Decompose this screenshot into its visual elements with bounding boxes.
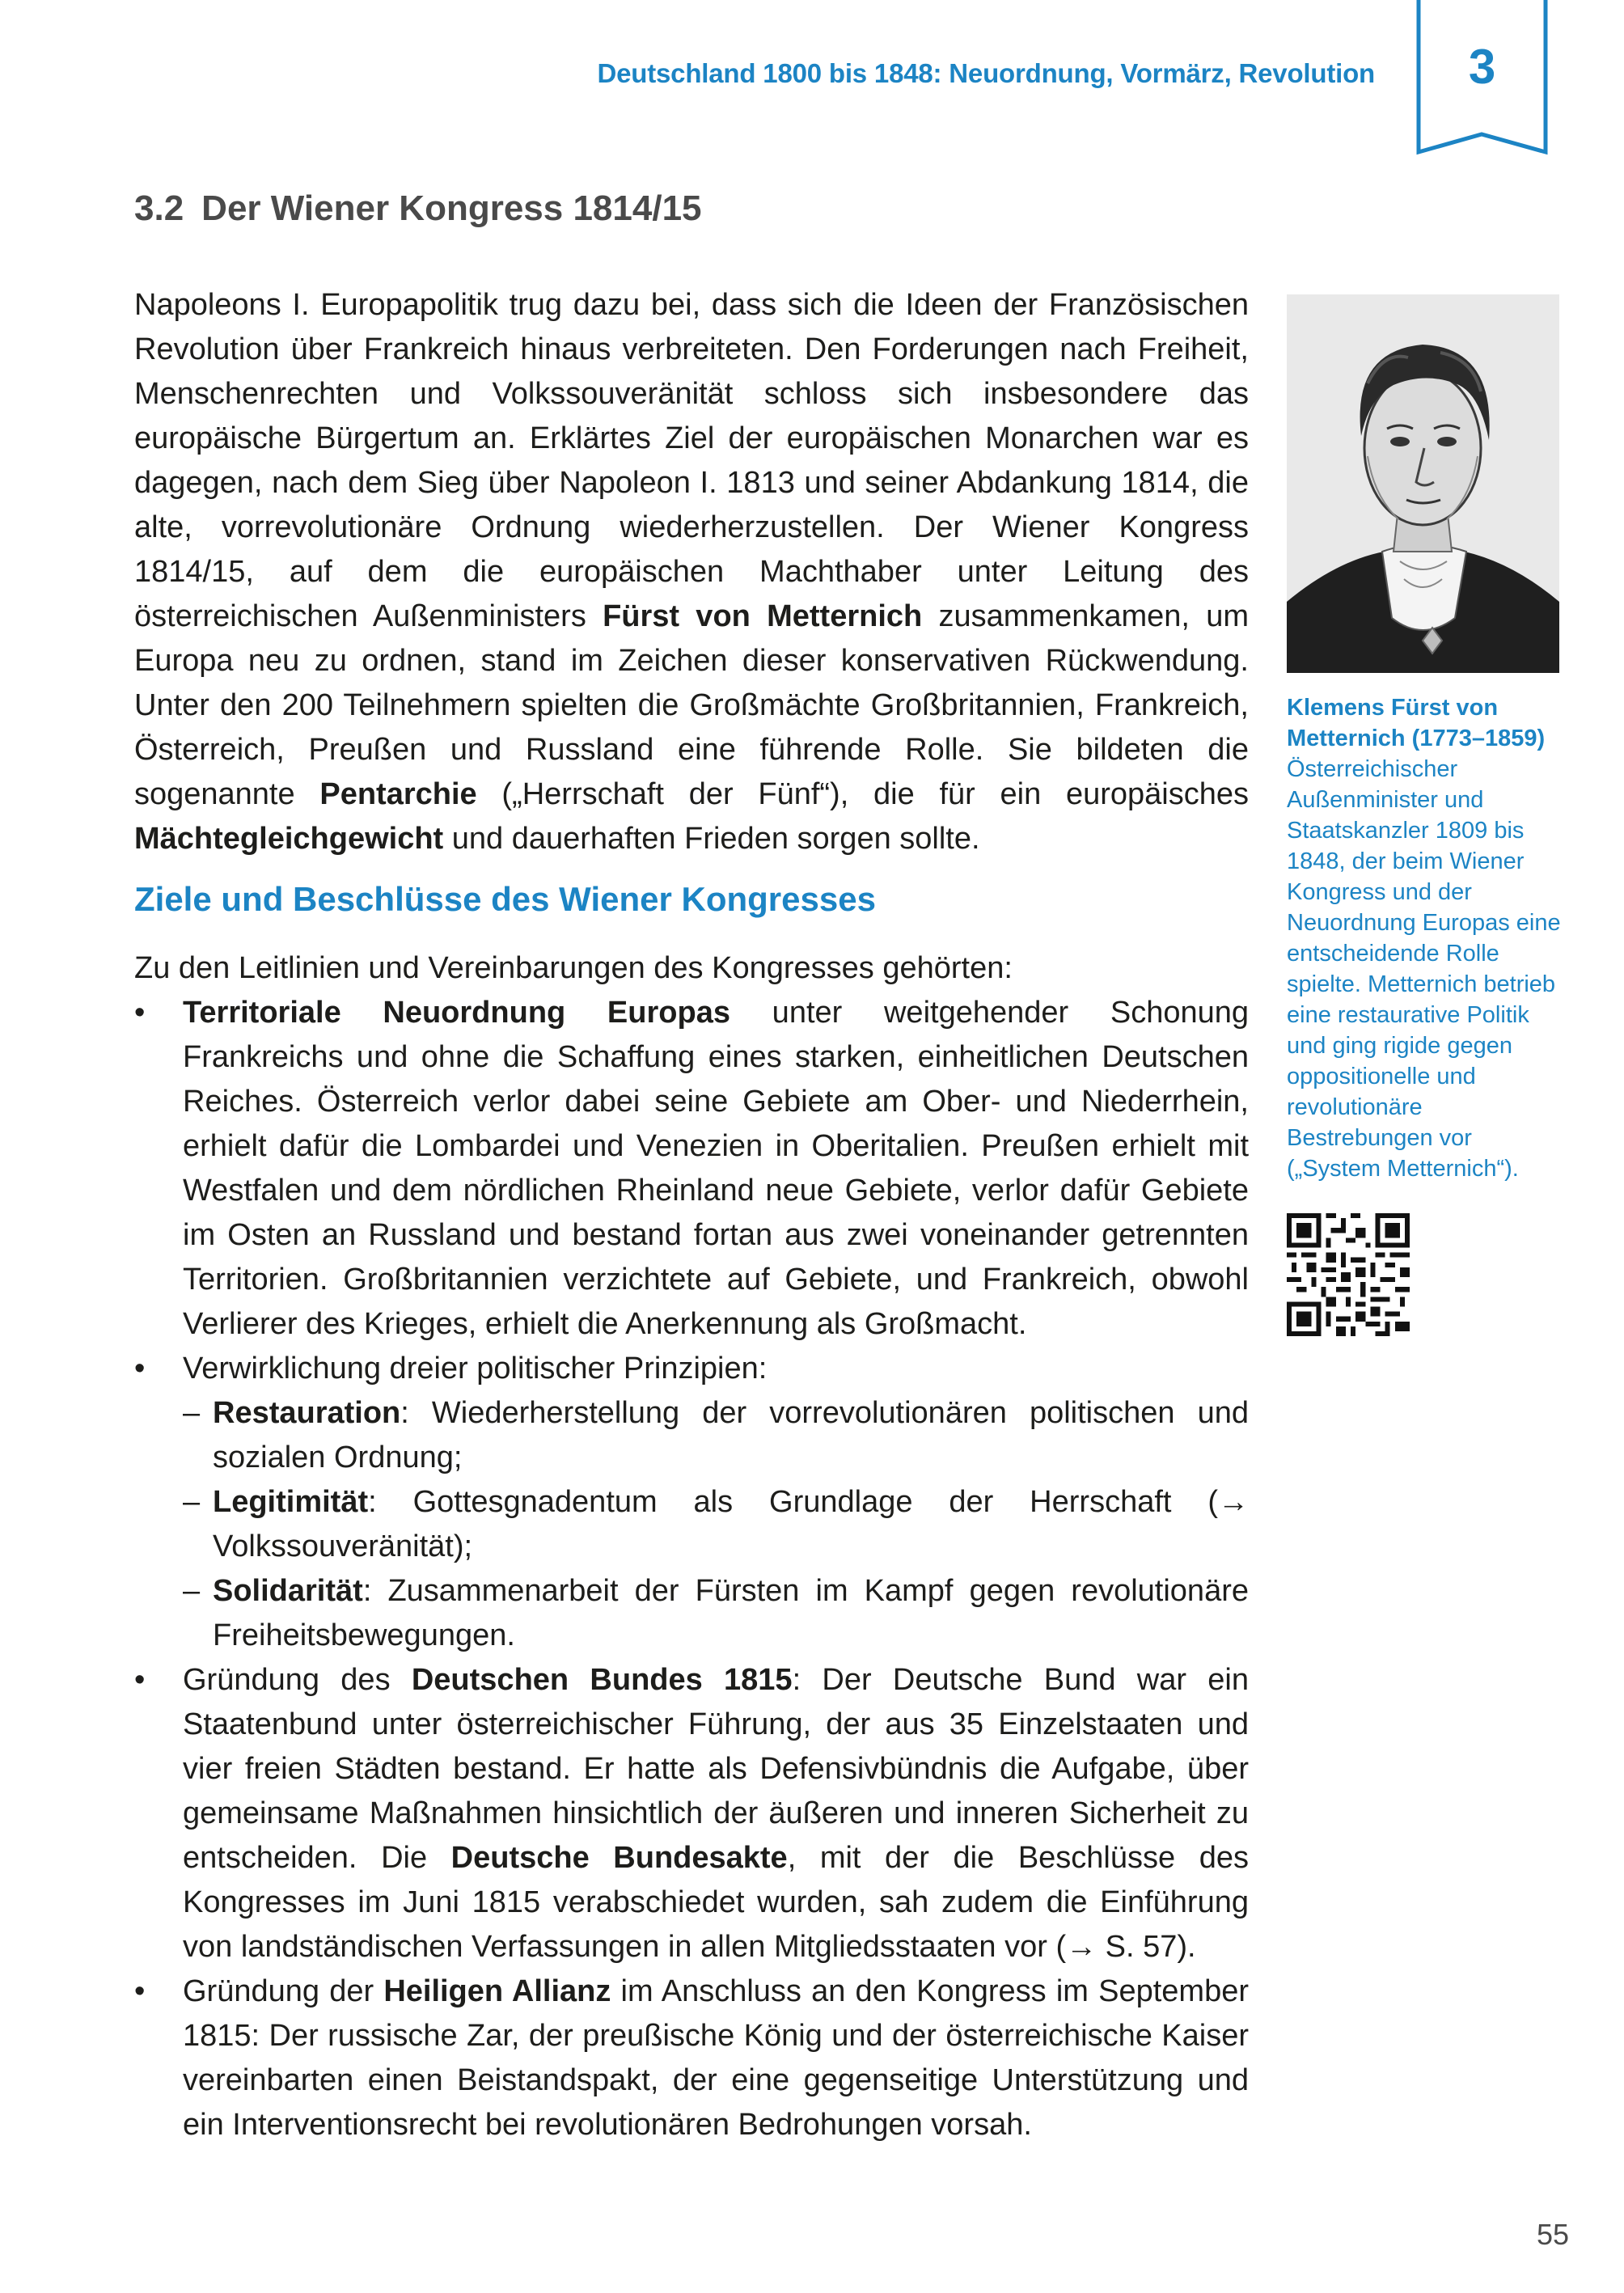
dash-icon: – [183, 1396, 201, 1430]
item-text: : Der Deutsche Bund war ein Staatenbund unter österreichischer Führung, der aus 35 Einzelstaaten und vier freien Städten bestand. Er hatte als Defensivbündnis die Aufgabe, über gemeinsame Maßnahmen hinsichtlich der äußeren und inneren Sicherheit zu entscheiden. Die [183, 1663, 1249, 1875]
bullet-icon: • [134, 1974, 146, 2008]
item-text: Verwirklichung dreier politischer Prinzipien: [183, 1352, 768, 1386]
section-title [134, 188, 702, 229]
bullet-icon: • [134, 996, 146, 1030]
list-item [134, 1347, 1249, 1658]
intro-bold-metternich: Fürst von Metternich [603, 599, 923, 633]
caption-text: Österreichischer Außenminister und Staatskanzler 1809 bis 1848, der beim Wiener Kongress und der Neuordnung Europas eine entscheidende Rolle spielte. Metternich betrieb eine restaurative Politik und ging rigide gegen oppositionelle und revolutionäre Bestrebungen vor („System Metternich“). [1287, 756, 1561, 1182]
qr-code-icon[interactable] [1287, 1213, 1410, 1336]
dash-icon: – [183, 1485, 201, 1519]
intro-text: Napoleons I. Europapolitik trug dazu bei, dass sich die Ideen der Französischen Revolution über Frankreich hinaus verbreiteten. Den Forderungen nach Freiheit, Menschenrechten und Volkssouveränität schloss sich insbesondere das europäische Bürgertum an. Erklärtes Ziel der europäischen Monarchen war es dagegen, nach dem Sieg über Napoleon I. 1813 und seiner Abdankung 1814, die alte, vorrevolutionäre Ordnung wiederherzustellen. Der Wiener Kongress 1814/15, auf dem die europäischen Machthaber unter Leitung des österreichischen Außenministers [134, 288, 1249, 633]
sub-item [183, 1569, 1249, 1658]
intro-text: und dauerhaften Frieden sorgen sollte. [443, 822, 980, 856]
item-bold: Deutsche Bundesakte [450, 1841, 788, 1875]
intro-bold-pentarchie: Pentarchie [319, 777, 477, 811]
bullet-icon: • [134, 1663, 146, 1697]
item-bold: Heiligen Allianz [383, 1974, 611, 2008]
chapter-number: 3 [1468, 40, 1496, 94]
sub-item-text: : Gottesgnadentum als Grundlage der Herrschaft (→ Volkssouveränität); [213, 1485, 1249, 1563]
sub-item [183, 1480, 1249, 1569]
portrait-image [1287, 294, 1559, 673]
portrait-caption [1287, 692, 1570, 1184]
section-number: 3.2 [134, 188, 184, 228]
item-text: , mit der die Beschlüsse des Kongresses im Juni 1815 verabschiedet wurden, sah zudem die Einführung von landständischen Verfassungen in allen Mitgliedsstaaten vor (→ S. 57). [183, 1841, 1249, 1964]
caption-name: Klemens Fürst von Metternich (1773–1859) [1287, 695, 1546, 751]
intro-paragraph [134, 283, 1249, 861]
item-text: Gründung der [183, 1974, 384, 2008]
list-lead: Zu den Leitlinien und Vereinbarungen des Kongresses gehörten: [134, 951, 1013, 985]
sub-item-text: : Wiederherstellung der vorrevolutionären politischen und sozialen Ordnung; [213, 1396, 1249, 1474]
item-bold: Deutschen Bundes 1815 [411, 1663, 793, 1697]
item-text: im Anschluss an den Kongress im September 1815: Der russische Zar, der preußische König und der österreichische Kaiser vereinbarten einen Beistandspakt, der eine gegenseitige Unterstützung und ein Interventionsrecht bei revolutionären Bedrohungen vorsah. [183, 1974, 1249, 2142]
sub-item-bold: Solidarität [213, 1574, 363, 1608]
subheading: Ziele und Beschlüsse des Wiener Kongresses [134, 880, 876, 918]
intro-text: („Herrschaft der Fünf“), die für ein europäisches [476, 777, 1249, 811]
item-text: unter weitgehender Schonung Frankreichs und ohne die Schaffung eines starken, einheitlichen Deutschen Reiches. Österreich verlor dabei seine Gebiete am Ober- und Niederrhein, erhielt dafür die Lombardei und Venezien in Oberitalien. Preußen erhielt mit Westfalen und dem nördlichen Rheinland neue Gebiete, verlor dafür Gebiete im Osten an Russland und bestand fortan aus zwei voneinander getrennten Territorien. Großbritannien verzichtete auf Gebiete, und Frankreich, obwohl Verlierer des Krieges, erhielt die Anerkennung als Großmacht. [183, 996, 1249, 1341]
intro-text: zusammenkamen, um Europa neu zu ordnen, stand im Zeichen dieser konservativen Rückwendung. Unter den 200 Teilnehmern spielten die Großmächte Großbritannien, Frankreich, Österreich, Preußen und Russland eine führende Rolle. Sie bildeten die sogenannte [134, 599, 1249, 811]
bullet-icon: • [134, 1352, 146, 1386]
sub-item-bold: Legitimität [213, 1485, 369, 1519]
resolutions-list [134, 991, 1249, 2147]
dash-icon: – [183, 1574, 201, 1608]
section-title-text: Der Wiener Kongress 1814/15 [201, 188, 702, 228]
intro-bold-maechtegleichgewicht: Mächtegleichgewicht [134, 822, 444, 856]
list-item [134, 991, 1249, 1347]
item-bold: Territoriale Neuordnung Europas [183, 996, 730, 1030]
running-title: Deutschland 1800 bis 1848: Neuordnung, Vormärz, Revolution [597, 58, 1375, 88]
item-text: Gründung des [183, 1663, 412, 1697]
list-item [134, 1969, 1249, 2147]
list-item [134, 1658, 1249, 1969]
page-number: 55 [1536, 2218, 1569, 2251]
sub-item-bold: Restauration [213, 1396, 401, 1430]
sub-item-text: : Zusammenarbeit der Fürsten im Kampf gegen revolutionäre Freiheitsbewegungen. [213, 1574, 1249, 1652]
sub-item [183, 1391, 1249, 1480]
